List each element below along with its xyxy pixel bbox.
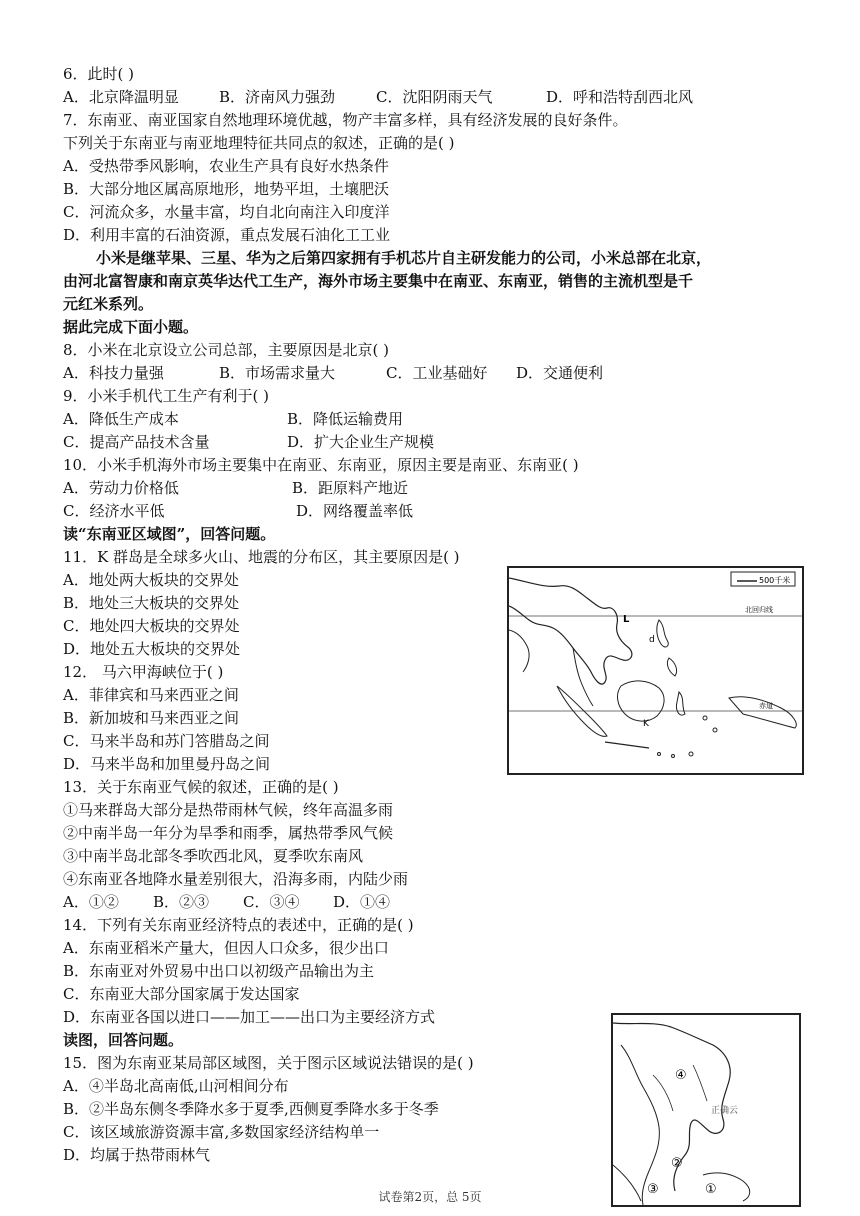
- q7-stem-line1: 7．东南亚、南亚国家自然地理环境优越，物产丰富多样，具有经济发展的良好条件。: [63, 111, 628, 129]
- q8-option-c: C．工业基础好: [386, 364, 488, 382]
- map2-label-1: ①: [705, 1182, 717, 1197]
- read-figure-instruction: 读图，回答问题。: [63, 1031, 184, 1049]
- q6-stem: 6．此时( ): [63, 65, 135, 83]
- q13-statement-2: ②中南半岛一年分为旱季和雨季，属热带季风气候: [63, 824, 394, 842]
- q9-option-c: C．提高产品技术含量: [63, 433, 210, 451]
- q8-option-d: D．交通便利: [516, 364, 604, 382]
- q12-option-b: B．新加坡和马来西亚之间: [63, 709, 240, 727]
- q11-stem: 11．K 群岛是全球多火山、地震的分布区，其主要原因是( ): [63, 548, 460, 566]
- equator-label: 赤道: [759, 702, 773, 710]
- map-scale-label: 500千米: [759, 576, 791, 585]
- intro-line4: 据此完成下面小题。: [63, 318, 199, 336]
- q10-option-d: D．网络覆盖率低: [296, 502, 414, 520]
- map-label-l: L: [623, 614, 630, 625]
- q9-stem: 9．小米手机代工生产有利于( ): [63, 387, 270, 405]
- q15-option-b: B．②半岛东侧冬季降水多于夏季,西侧夏季降水多于冬季: [63, 1100, 439, 1118]
- q9-option-d: D．扩大企业生产规模: [287, 433, 435, 451]
- map2-label-4: ④: [675, 1068, 687, 1083]
- map-label-k: K: [643, 719, 649, 729]
- q12-option-c: C．马来半岛和苏门答腊岛之间: [63, 732, 270, 750]
- q13-stem: 13．关于东南亚气候的叙述，正确的是( ): [63, 778, 339, 796]
- q14-stem: 14．下列有关东南亚经济特点的表述中，正确的是( ): [63, 916, 414, 934]
- intro-line3: 元红米系列。: [63, 295, 154, 313]
- tropic-of-cancer-label: 北回归线: [745, 606, 773, 614]
- watermark-text: 正确云: [711, 1106, 739, 1116]
- q7-option-b: B．大部分地区属高原地形，地势平坦，土壤肥沃: [63, 180, 390, 198]
- q12-option-a: A．菲律宾和马来西亚之间: [63, 686, 239, 704]
- q15-option-a: A．④半岛北高南低,山河相间分布: [63, 1077, 289, 1095]
- page-footer: 试卷第2页，总 5页: [378, 1190, 482, 1204]
- intro-line1: 小米是继苹果、三星、华为之后第四家拥有手机芯片自主研发能力的公司，小米总部在北京，: [96, 249, 712, 267]
- q13-option-a: A．①②: [63, 893, 119, 911]
- q15-option-d: D．均属于热带雨林气: [63, 1146, 211, 1164]
- map2-label-2: ②: [671, 1156, 683, 1171]
- q13-option-d: D．①④: [333, 893, 391, 911]
- q12-option-d: D．马来半岛和加里曼丹岛之间: [63, 755, 271, 773]
- q11-option-d: D．地处五大板块的交界处: [63, 640, 241, 658]
- q10-option-b: B．距原料产地近: [292, 479, 409, 497]
- q10-option-a: A．劳动力价格低: [63, 479, 179, 497]
- map2-label-3: ③: [647, 1182, 659, 1197]
- q13-option-b: B．②③: [153, 893, 210, 911]
- intro-line2: 由河北富智康和南京英华达代工生产，海外市场主要集中在南亚、东南亚，销售的主流机型是千: [63, 272, 694, 290]
- q14-option-c: C．东南亚大部分国家属于发达国家: [63, 985, 300, 1003]
- q13-statement-3: ③中南半岛北部冬季吹西北风，夏季吹东南风: [63, 847, 364, 865]
- q15-option-c: C．该区域旅游资源丰富,多数国家经济结构单一: [63, 1123, 380, 1141]
- q9-option-b: B．降低运输费用: [287, 410, 404, 428]
- q14-option-a: A．东南亚稻米产量大，但因人口众多，很少出口: [63, 939, 389, 957]
- q8-option-a: A．科技力量强: [63, 364, 164, 382]
- q7-option-c: C．河流众多，水量丰富，均自北向南注入印度洋: [63, 203, 390, 221]
- q14-option-d: D．东南亚各国以进口——加工——出口为主要经济方式: [63, 1008, 436, 1026]
- indochina-local-map: [611, 1013, 801, 1207]
- q6-option-b: B．济南风力强劲: [219, 88, 336, 106]
- q12-stem: 12． 马六甲海峡位于( ): [63, 663, 224, 681]
- q6-option-c: C．沈阳阴雨天气: [376, 88, 493, 106]
- map-label-d: d: [649, 635, 655, 645]
- q11-option-a: A．地处两大板块的交界处: [63, 571, 239, 589]
- q10-stem: 10．小米手机海外市场主要集中在南亚、东南亚，原因主要是南亚、东南亚( ): [63, 456, 579, 474]
- q6-option-a: A．北京降温明显: [63, 88, 179, 106]
- read-map-instruction: 读“东南亚区域图”，回答问题。: [63, 525, 276, 543]
- q7-option-a: A．受热带季风影响，农业生产具有良好水热条件: [63, 157, 389, 175]
- q13-statement-4: ④东南亚各地降水量差别很大，沿海多雨，内陆少雨: [63, 870, 409, 888]
- q6-option-d: D．呼和浩特刮西北风: [546, 88, 694, 106]
- q14-option-b: B．东南亚对外贸易中出口以初级产品输出为主: [63, 962, 375, 980]
- q13-statement-1: ①马来群岛大部分是热带雨林气候，终年高温多雨: [63, 801, 394, 819]
- q7-stem-line2: 下列关于东南亚与南亚地理特征共同点的叙述，正确的是( ): [63, 134, 455, 152]
- q11-option-c: C．地处四大板块的交界处: [63, 617, 240, 635]
- q9-option-a: A．降低生产成本: [63, 410, 179, 428]
- q8-stem: 8．小米在北京设立公司总部，主要原因是北京( ): [63, 341, 390, 359]
- q11-option-b: B．地处三大板块的交界处: [63, 594, 240, 612]
- q7-option-d: D．利用丰富的石油资源，重点发展石油化工工业: [63, 226, 391, 244]
- q15-stem: 15．图为东南亚某局部区域图，关于图示区域说法错误的是( ): [63, 1054, 474, 1072]
- q10-option-c: C．经济水平低: [63, 502, 165, 520]
- q13-option-c: C．③④: [243, 893, 300, 911]
- q8-option-b: B．市场需求量大: [219, 364, 336, 382]
- southeast-asia-map: [507, 566, 804, 775]
